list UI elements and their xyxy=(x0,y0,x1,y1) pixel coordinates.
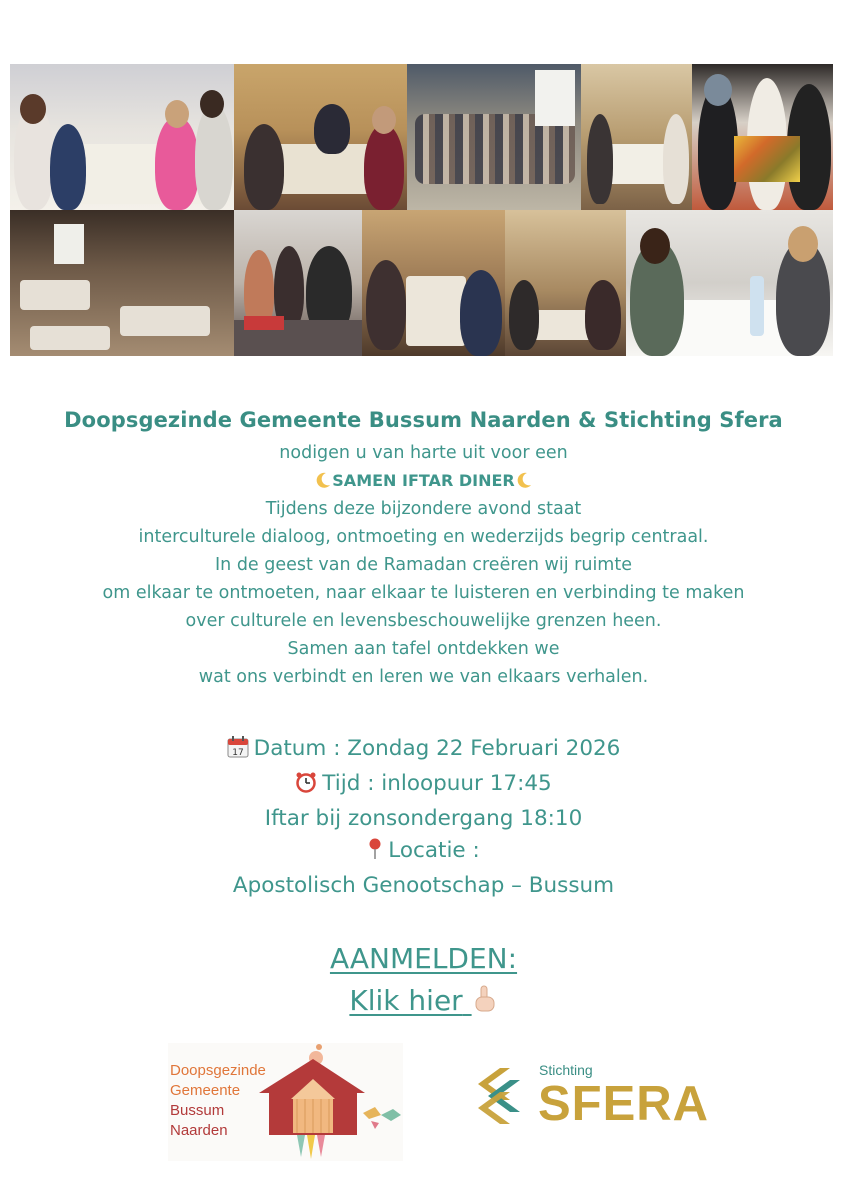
description-line: over culturele en levensbeschouwelijke grenzen heen. xyxy=(185,611,662,631)
description-line: Tijdens deze bijzondere avond staat xyxy=(265,499,582,519)
dgb-logo-text xyxy=(170,1061,266,1141)
alarm-clock-icon xyxy=(295,771,317,803)
sfera-logo xyxy=(474,1062,710,1136)
photo-dinner-hall xyxy=(581,64,692,210)
invitation-block xyxy=(0,439,847,691)
date-row xyxy=(0,733,847,768)
calendar-icon xyxy=(227,736,249,768)
photo-women-smiling xyxy=(626,210,833,356)
date-text: Datum : Zondag 22 Februari 2026 xyxy=(253,736,621,761)
dgb-line: Bussum xyxy=(170,1102,225,1119)
location-label: Locatie : xyxy=(388,838,480,863)
description-line: Samen aan tafel ontdekken we xyxy=(287,639,560,659)
event-name: SAMEN IFTAR DINER xyxy=(332,471,515,490)
dgb-logo xyxy=(168,1043,403,1161)
photo-collage xyxy=(10,64,833,356)
click-here-link[interactable] xyxy=(349,984,497,1017)
sfera-big-text: SFERA xyxy=(538,1077,710,1131)
pointing-finger-icon xyxy=(472,984,498,1014)
event-details xyxy=(0,733,847,902)
dgb-line: Gemeente xyxy=(170,1082,241,1099)
svg-text:17: 17 xyxy=(231,748,244,758)
photo-long-table xyxy=(362,210,505,356)
description-line: om elkaar te ontmoeten, naar elkaar te luisteren en verbinding te maken xyxy=(102,583,745,603)
dgb-house-icon xyxy=(253,1043,403,1161)
photo-women-at-counter xyxy=(234,210,362,356)
time-text: Tijd : inloopuur 17:45 xyxy=(322,771,552,796)
photo-dinner-table-women xyxy=(10,64,234,210)
photo-table-diners xyxy=(505,210,626,356)
click-here-text: Klik hier xyxy=(349,984,463,1017)
description-line: interculturele dialoog, ontmoeting en wederzijds begrip centraal. xyxy=(138,527,709,547)
register-link[interactable]: AANMELDEN: xyxy=(329,942,518,975)
invite-line: nodigen u van harte uit voor een xyxy=(279,443,568,463)
location-text: Apostolisch Genootschap – Bussum xyxy=(232,873,615,898)
round-pushpin-icon xyxy=(367,838,383,870)
photo-group-portrait xyxy=(407,64,581,210)
description-line: wat ons verbindt en leren we van elkaars verhalen. xyxy=(198,667,649,687)
description-line: In de geest van de Ramadan creëren wij ruimte xyxy=(215,555,632,575)
photo-hall-overview xyxy=(10,210,234,356)
dgb-line: Naarden xyxy=(170,1122,228,1139)
registration-cta xyxy=(0,938,847,1022)
dgb-line: Doopsgezinde xyxy=(170,1062,266,1079)
event-title xyxy=(0,467,847,495)
crescent-moon-icon xyxy=(314,471,332,489)
photo-dinner-group xyxy=(234,64,407,210)
time-row xyxy=(0,768,847,803)
crescent-moon-icon xyxy=(515,471,533,489)
sfera-small-text: Stichting xyxy=(539,1062,593,1078)
iftar-row: Iftar bij zonsondergang 18:10 xyxy=(264,806,583,831)
photo-women-painting xyxy=(692,64,833,210)
location-row xyxy=(0,835,847,870)
organizers-heading: Doopsgezinde Gemeente Bussum Naarden & Stichting Sfera xyxy=(64,408,783,432)
sfera-mark-icon xyxy=(474,1066,524,1132)
